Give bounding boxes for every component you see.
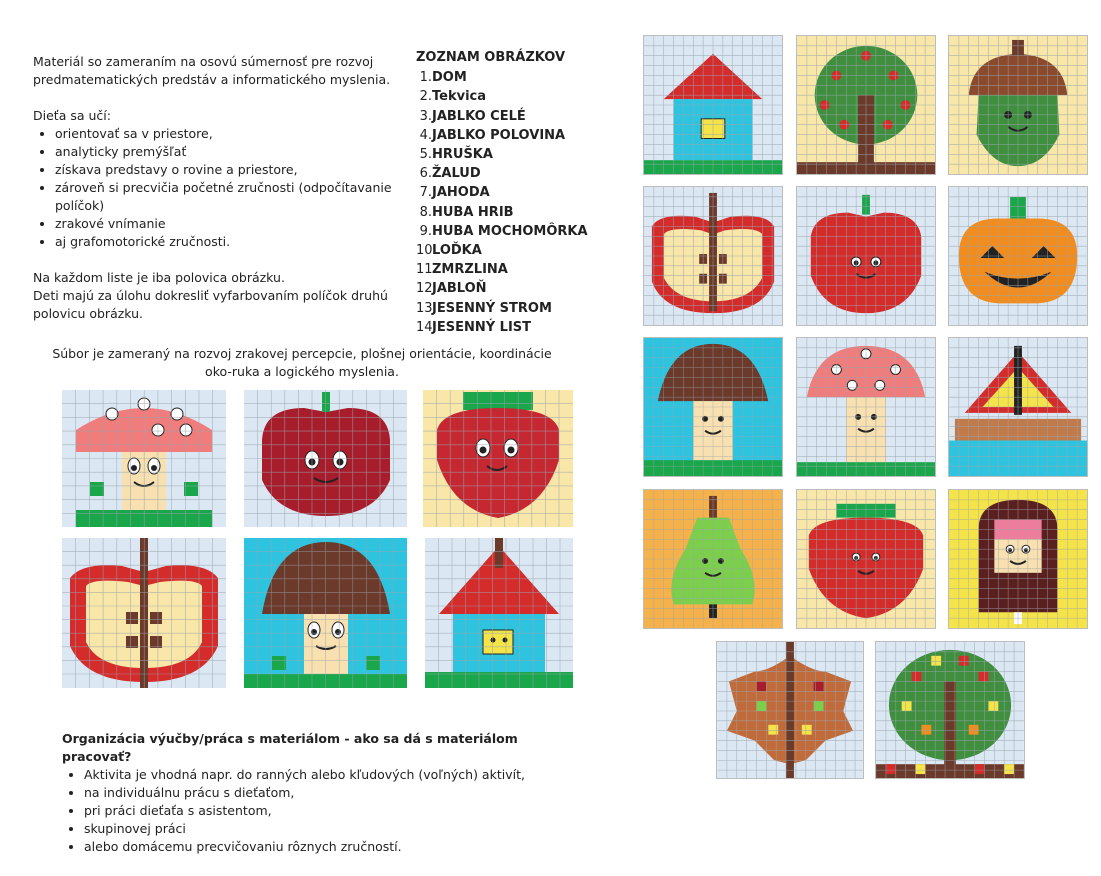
picture-acorn xyxy=(948,35,1088,175)
list-item xyxy=(416,203,606,222)
organization-list xyxy=(62,766,582,856)
worksheet-mushroom-image xyxy=(244,538,407,688)
list-item-label: DOM xyxy=(432,70,467,86)
picture-list xyxy=(416,48,606,337)
picture-boletus xyxy=(643,337,783,477)
organization-text xyxy=(62,730,582,856)
picture-strawberry xyxy=(796,489,936,629)
list-item-label: JABLKO CELÉ xyxy=(432,108,526,124)
pumpkin-image xyxy=(949,187,1087,325)
list-item-label: JABLOŇ xyxy=(432,281,487,297)
pear-image xyxy=(644,490,782,628)
learn-item: • aj grafomotorické zručnosti. xyxy=(55,233,413,251)
worksheet-house-image xyxy=(425,538,573,688)
organization-item: • Aktivita je vhodná napr. do ranných alebo kľudových (voľných) aktivít, xyxy=(84,766,582,784)
list-item xyxy=(416,299,606,318)
list-item xyxy=(416,183,606,202)
list-item-number: 13. xyxy=(416,300,437,316)
picture-autumn-tree xyxy=(875,641,1025,779)
list-item-label: HUBA HRIB xyxy=(432,204,514,220)
worksheet-strawberry-image xyxy=(423,390,573,527)
list-item xyxy=(416,68,606,87)
worksheet-toadstool-image xyxy=(62,390,226,527)
organization-item: • alebo domácemu precvičovaniu rôznych zručností. xyxy=(84,838,582,856)
worksheet-apple-preview xyxy=(244,390,407,527)
learn-item: • zrakové vnímanie xyxy=(55,215,413,233)
list-item-number: 8. xyxy=(419,204,432,220)
list-item xyxy=(416,318,606,337)
worksheet-toadstool-preview xyxy=(62,390,226,527)
picture-house xyxy=(643,35,783,175)
learn-item: • zároveň si precvičia početné zručnosti (odpočítavanie políčok) xyxy=(55,179,413,215)
list-item-label: HUBA MOCHOMÔRKA xyxy=(432,223,588,239)
list-item-label: JESENNÝ LIST xyxy=(432,319,532,335)
autumn-tree-image xyxy=(876,642,1024,778)
list-item-number: 4. xyxy=(419,127,432,143)
organization-item: • skupinovej práci xyxy=(84,820,582,838)
organization-heading: Organizácia výučby/práca s materiálom - ako sa dá s materiálom pracovať? xyxy=(62,731,518,764)
picture-apple-half xyxy=(643,186,783,326)
learn-heading: Dieťa sa učí: xyxy=(33,108,111,123)
boat-image xyxy=(949,338,1087,476)
strawberry-image xyxy=(797,490,935,628)
autumn-leaf-image xyxy=(717,642,863,778)
intro-paragraph: Deti majú za úlohu dokresliť vyfarbovaním políčok druhú polovicu obrázku. xyxy=(33,288,388,321)
intro-text xyxy=(33,53,413,323)
list-item-label: ŽALUD xyxy=(432,166,481,182)
intro-paragraph: Materiál so zameraním na osovú súmernosť pre rozvoj predmatematických predstáv a informatického myslenia. xyxy=(33,54,391,87)
list-item-label: JAHODA xyxy=(432,185,490,201)
ice-cream-image xyxy=(949,490,1087,628)
list-item xyxy=(416,164,606,183)
list-item-number: 5. xyxy=(419,147,432,163)
picture-boat xyxy=(948,337,1088,477)
list-item-number: 3. xyxy=(419,108,432,124)
list-item-number: 10. xyxy=(416,243,437,259)
learn-item: • orientovať sa v priestore, xyxy=(55,125,413,143)
worksheet-apple-half-image xyxy=(62,538,226,688)
list-item-number: 6. xyxy=(419,166,432,182)
list-item-label: LOĎKA xyxy=(432,243,482,259)
picture-ice-cream xyxy=(948,489,1088,629)
learn-list xyxy=(33,125,413,251)
picture-apple-whole xyxy=(796,186,936,326)
list-item-number: 14. xyxy=(416,319,437,335)
list-item-number: 7. xyxy=(419,185,432,201)
acorn-image xyxy=(949,36,1087,174)
list-item-number: 1. xyxy=(419,70,432,86)
house-image xyxy=(644,36,782,174)
worksheet-apple-half-preview xyxy=(62,538,226,688)
picture-fly-agaric xyxy=(796,337,936,477)
list-item xyxy=(416,145,606,164)
list-item-label: Tekvica xyxy=(432,89,487,105)
picture-list-items xyxy=(416,68,606,337)
list-item xyxy=(416,260,606,279)
list-item-label: ZMRZLINA xyxy=(432,262,508,278)
organization-item: • pri práci dieťaťa s asistentom, xyxy=(84,802,582,820)
picture-pumpkin xyxy=(948,186,1088,326)
list-item-label: JABLKO POLOVINA xyxy=(432,127,566,143)
list-item xyxy=(416,87,606,106)
organization-item: • na individuálnu prácu s dieťaťom, xyxy=(84,784,582,802)
boletus-image xyxy=(644,338,782,476)
intro-paragraph: Na každom liste je iba polovica obrázku. xyxy=(33,270,285,285)
worksheet-house-preview xyxy=(425,538,573,688)
worksheet-mushroom-preview xyxy=(244,538,407,688)
list-item-number: 11. xyxy=(416,262,437,278)
apple-tree-image xyxy=(797,36,935,174)
learn-item: • analyticky premýšľať xyxy=(55,143,413,161)
list-item-number: 2. xyxy=(419,89,432,105)
list-item xyxy=(416,222,606,241)
learn-item: • získava predstavy o rovine a priestore, xyxy=(55,161,413,179)
list-item xyxy=(416,107,606,126)
worksheet-strawberry-preview xyxy=(423,390,573,527)
picture-pear xyxy=(643,489,783,629)
worksheet-apple-image xyxy=(244,390,407,527)
list-item xyxy=(416,126,606,145)
picture-list-title: ZOZNAM OBRÁZKOV xyxy=(416,50,566,65)
list-item-number: 12. xyxy=(416,281,437,297)
picture-autumn-leaf xyxy=(716,641,864,779)
list-item-label: HRUŠKA xyxy=(432,147,493,163)
list-item-label: JESENNÝ STROM xyxy=(432,300,552,316)
focus-text: Súbor je zameraný na rozvoj zrakovej percepcie, plošnej orientácie, koordinácie oko-ruka a logického myslenia. xyxy=(52,346,552,379)
list-item xyxy=(416,279,606,298)
list-item xyxy=(416,241,606,260)
apple-half-image xyxy=(644,187,782,325)
picture-apple-tree xyxy=(796,35,936,175)
list-item-number: 9. xyxy=(419,223,432,239)
fly-agaric-image xyxy=(797,338,935,476)
apple-whole-image xyxy=(797,187,935,325)
